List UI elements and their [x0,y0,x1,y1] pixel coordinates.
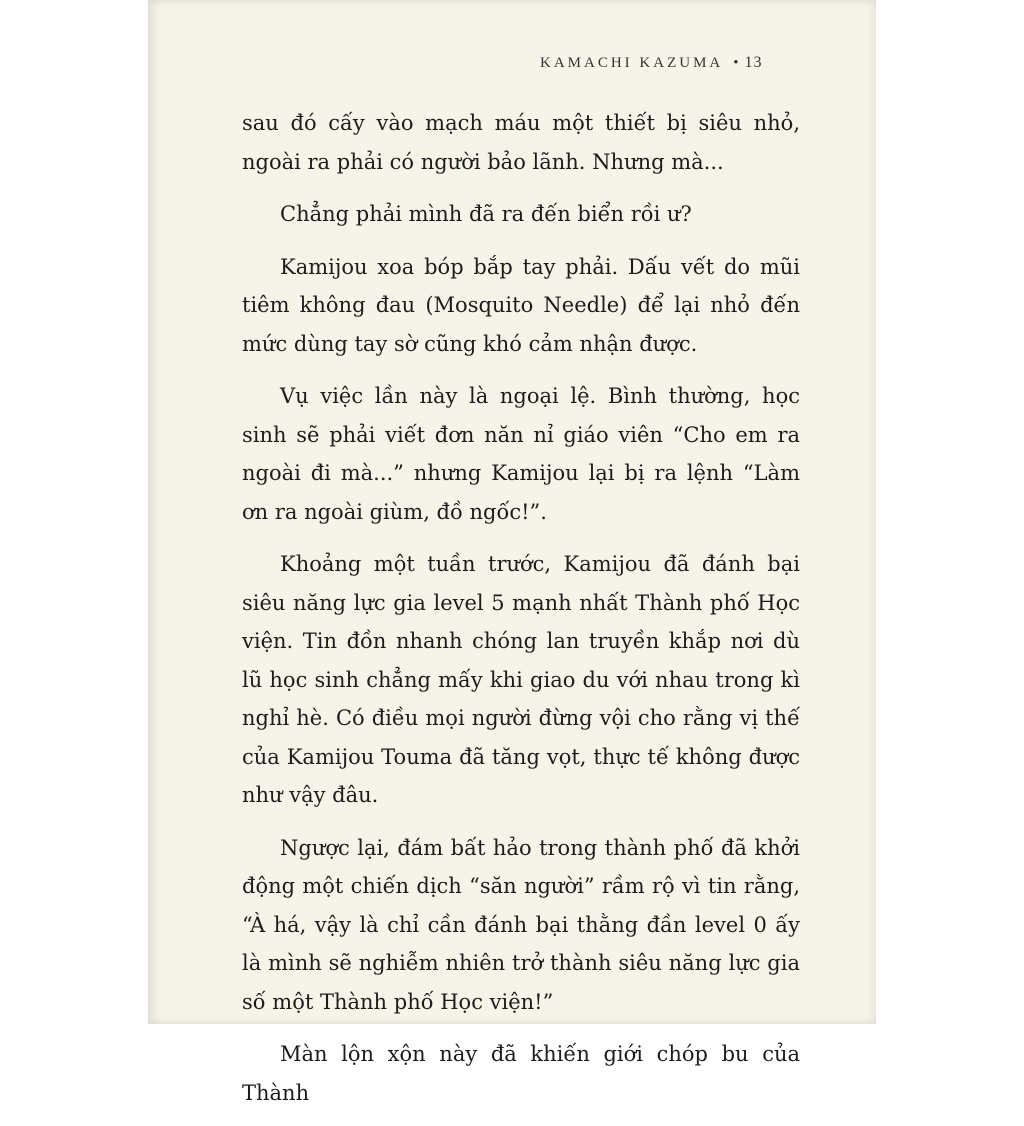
paragraph: Khoảng một tuần trước, Kamijou đã đánh bại siêu năng lực gia level 5 mạnh nhất Thành phố Học viện. Tin đồn nhanh chóng lan truyền khắp nơi dù lũ học sinh chẳng mấy khi giao du với nhau trong kì nghỉ hè. Có điều mọi người đừng vội cho rằng vị thế của Kamijou Touma đã tăng vọt, thực tế không được như vậy đâu. [242,552,800,807]
paragraph: Kamijou xoa bóp bắp tay phải. Dấu vết do mũi tiêm không đau (Mosquito Needle) để lại nhỏ đến mức dùng tay sờ cũng khó cảm nhận được. [242,254,800,356]
author-name: KAMACHI KAZUMA [540,55,724,71]
header-bullet: • [733,55,739,71]
page-body-text [242,104,800,1126]
running-header [540,54,763,72]
page-number: 13 [744,54,763,71]
paragraph: sau đó cấy vào mạch máu một thiết bị siêu nhỏ, ngoài ra phải có người bảo lãnh. Nhưng mà... [242,111,800,174]
paragraph: Chẳng phải mình đã ra đến biển rồi ư? [280,202,692,226]
paragraph: Ngược lại, đám bất hảo trong thành phố đã khởi động một chiến dịch “săn người” rầm rộ vì tin rằng, “À há, vậy là chỉ cần đánh bại thằng đần level 0 ấy là mình sẽ nghiễm nhiên trở thành siêu năng lực gia số một Thành phố Học viện!” [242,835,800,1014]
paragraph: Vụ việc lần này là ngoại lệ. Bình thường, học sinh sẽ phải viết đơn năn nỉ giáo viên “Cho em ra ngoài đi mà...” nhưng Kamijou lại bị ra lệnh “Làm ơn ra ngoài giùm, đồ ngốc!”. [242,384,800,524]
book-page [148,0,876,1105]
paragraph: Màn lộn xộn này đã khiến giới chóp bu của Thành [242,1042,800,1105]
